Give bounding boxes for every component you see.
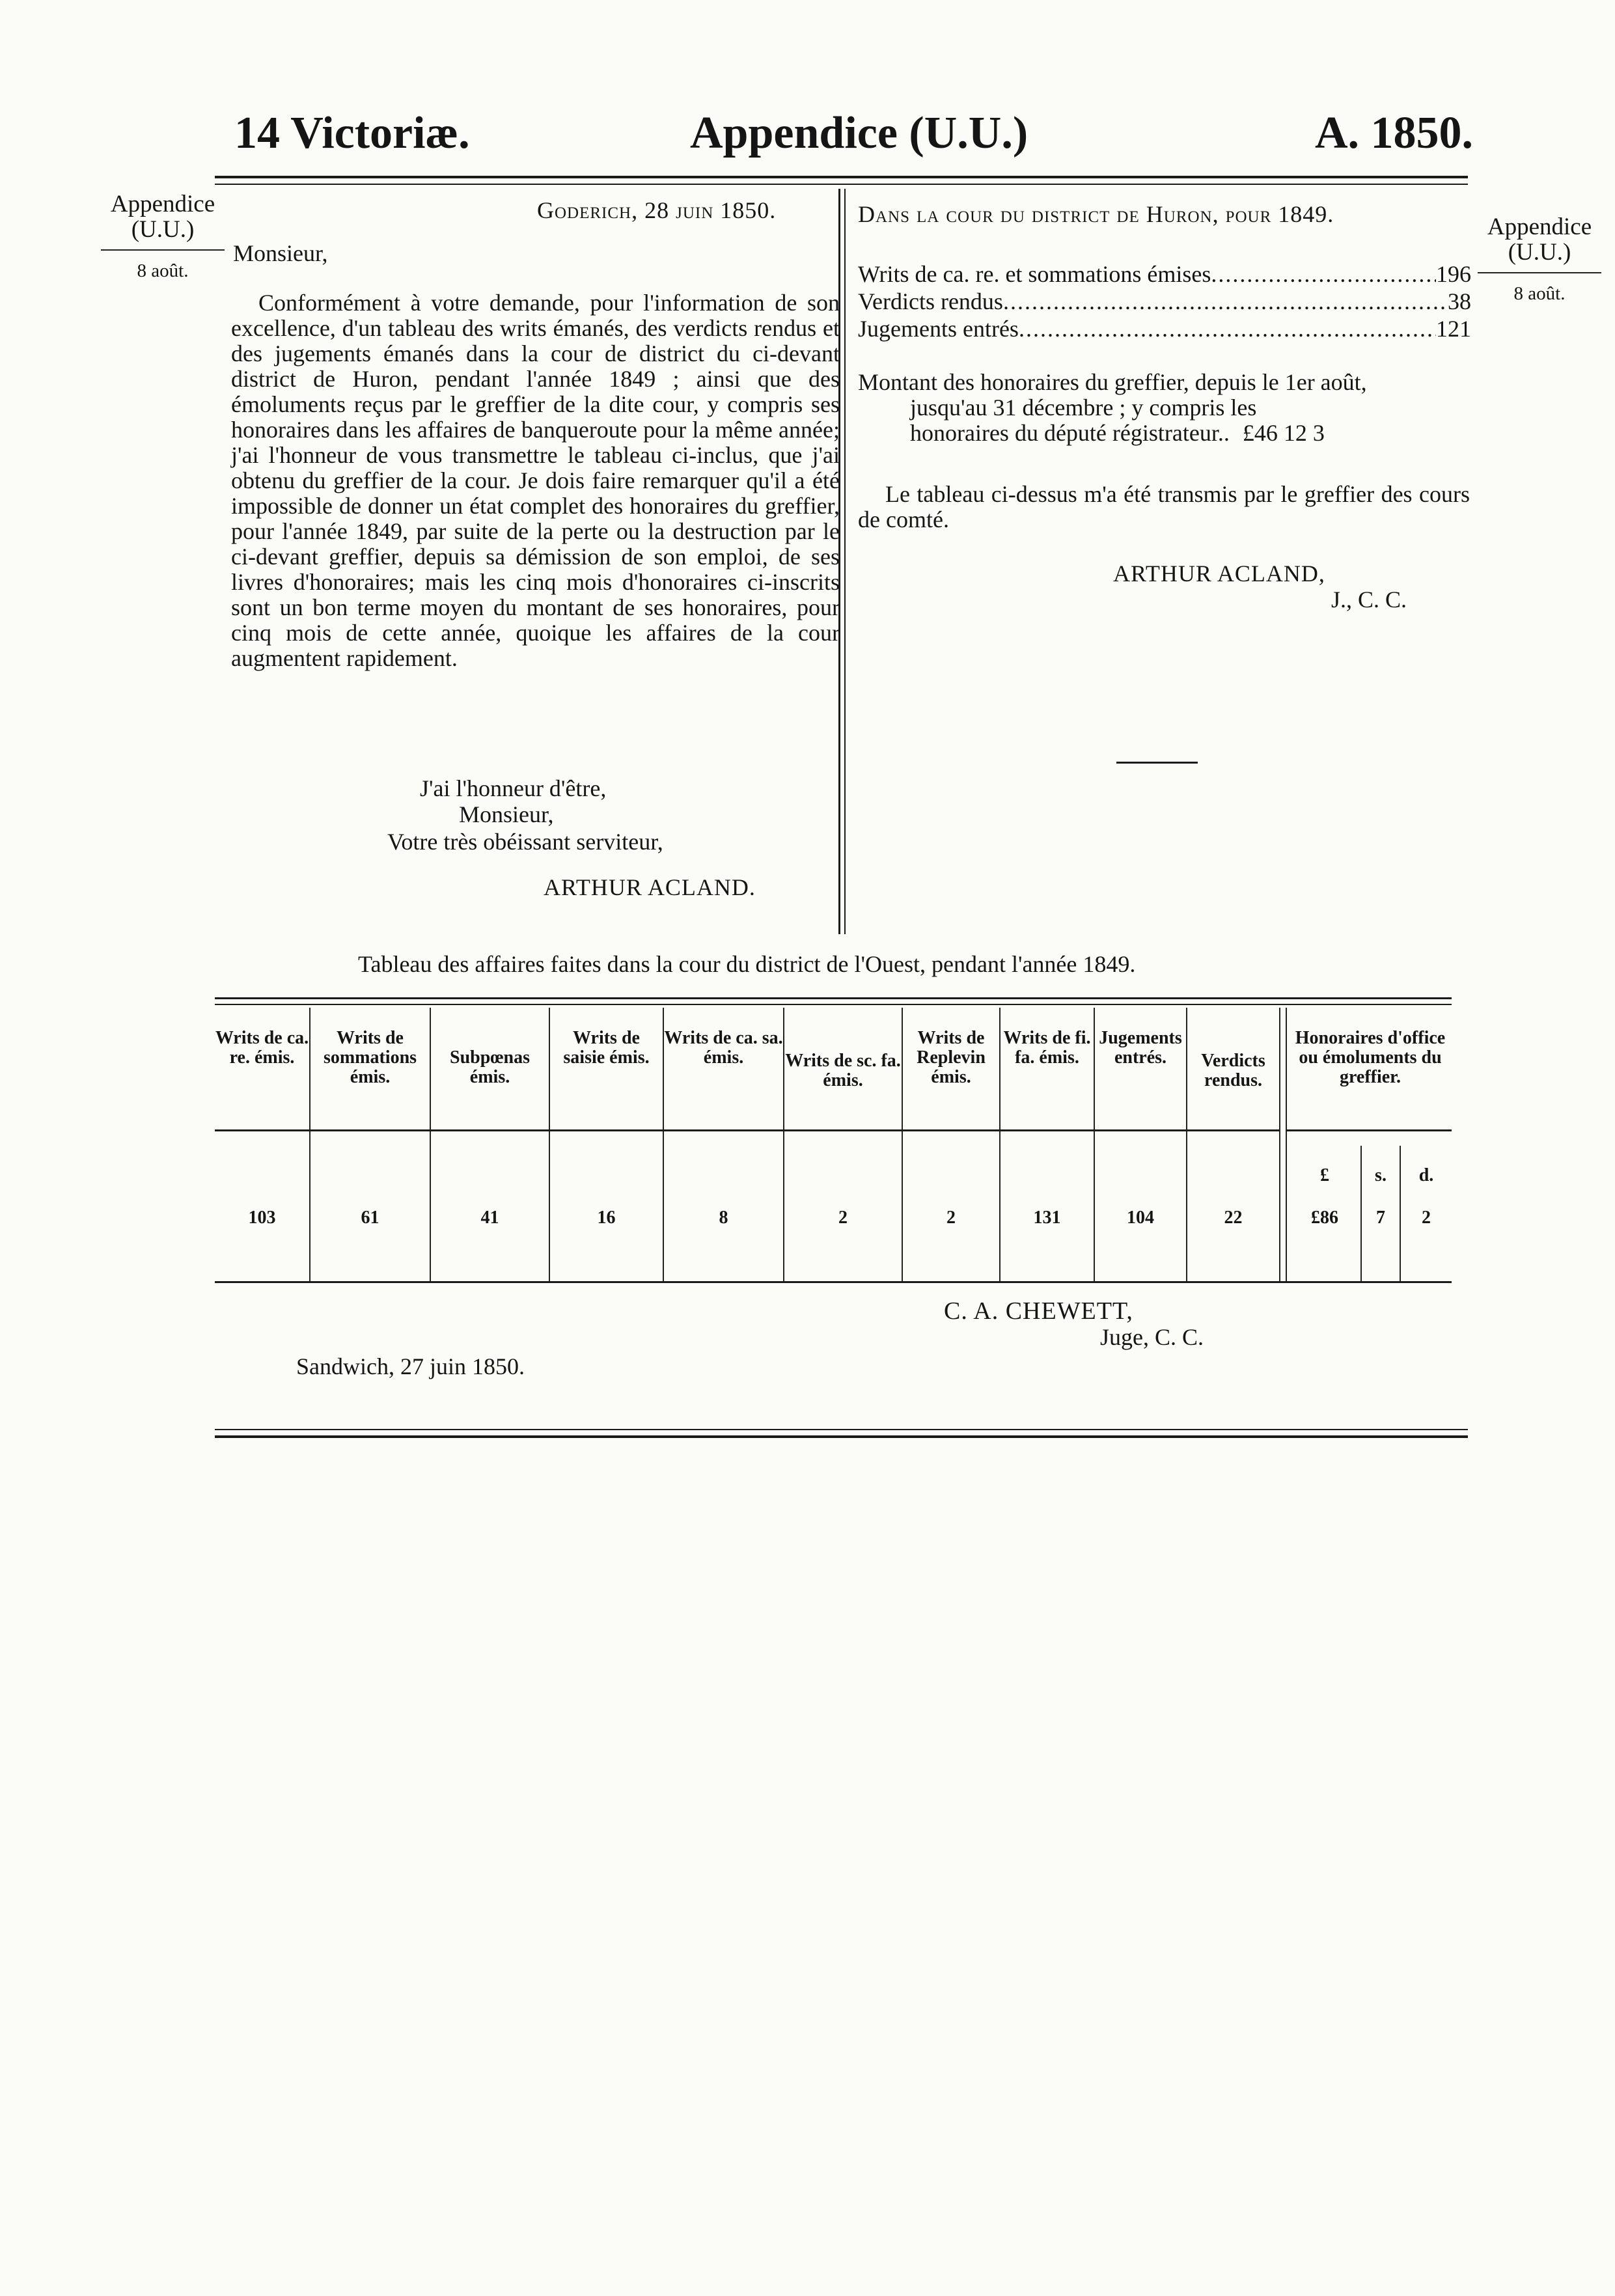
table-header: Honoraires d'office ou émoluments du greffier. xyxy=(1295,1028,1446,1087)
letter-closing-1: J'ai l'honneur d'être, xyxy=(420,775,607,801)
table-cell: 8 xyxy=(719,1208,728,1228)
short-rule xyxy=(1116,762,1198,764)
ouest-signature: C. A. CHEWETT, xyxy=(944,1297,1133,1325)
huron-rows xyxy=(858,260,1471,342)
margin-note-left xyxy=(91,192,234,281)
money-unit-pounds: £ xyxy=(1320,1165,1329,1185)
table-cell: 131 xyxy=(1033,1208,1061,1228)
header-right: A. 1850. xyxy=(1315,108,1474,158)
table-header: Writs de sommations émis. xyxy=(323,1028,417,1087)
margin-note-right xyxy=(1468,215,1611,303)
header-rule-thin xyxy=(215,184,1468,185)
col-line xyxy=(1279,1008,1280,1281)
money-unit-shillings: s. xyxy=(1375,1165,1387,1185)
table-header: Subpœnas émis. xyxy=(450,1047,530,1087)
ouest-title: Juge, C. C. xyxy=(1100,1324,1204,1350)
letter-body xyxy=(231,290,840,671)
col-line xyxy=(1286,1008,1287,1281)
table-cell: 22 xyxy=(1224,1208,1243,1228)
table-cell-shillings: 7 xyxy=(1376,1208,1385,1228)
money-unit-pence: d. xyxy=(1418,1165,1434,1185)
letter-body-text: Conformément à votre demande, pour l'information de son excellence, d'un tableau des writs émanés, des verdicts rendus et des jugements émanés dans la cour de district du ci-devant district de Huron, pendant l'année 1849 ; ainsi que des émoluments reçus par le greffier de la dite cour, y compris ses honoraires dans les affaires de banqueroute pour la même année; j'ai l'honneur de vous transmettre le tableau ci-inclus, que j'ai obtenu du greffier de la cour. Je dois faire remarquer qu'il a été impossible de donner un état complet des honoraires du greffier, pour l'année 1849, par suite de la perte ou la destruction par le ci-devant greffier, depuis sa démission de son emploi, de ses livres d'honoraires; mais les cinq mois d'honoraires ci-inscrits sont un bon terme moyen du montant de ses honoraires, pour cinq mois de cette année, quoique les affaires de la cour augmentent rapidement. xyxy=(231,290,840,671)
letter-salutation: Monsieur, xyxy=(233,240,328,266)
table-header: Verdicts rendus. xyxy=(1201,1051,1265,1090)
table-header: Jugements entrés. xyxy=(1099,1028,1182,1068)
huron-fees-line-1: Montant des honoraires du greffier, depuis le 1er août, xyxy=(858,369,1367,395)
letter-signature: ARTHUR ACLAND. xyxy=(544,874,756,900)
table-cell: 2 xyxy=(946,1208,956,1228)
margin-brace xyxy=(1478,272,1601,277)
table-header: Writs de ca. sa. émis. xyxy=(664,1028,783,1068)
margin-code: (U.U.) xyxy=(1508,238,1571,266)
letter-closing-2: Monsieur, xyxy=(459,801,554,827)
huron-title: J., C. C. xyxy=(1331,587,1407,613)
table-header-rule-money xyxy=(1286,1129,1452,1131)
bottom-rule xyxy=(215,1435,1468,1438)
table-header-rule xyxy=(215,1129,1279,1131)
huron-fees-line-3: honoraires du député régistrateur.. £46 12 3 xyxy=(910,420,1325,446)
col-line xyxy=(783,1008,784,1281)
header-left: 14 Victoriæ. xyxy=(234,108,470,158)
margin-label: Appendice xyxy=(1487,214,1592,240)
huron-signature: ARTHUR ACLAND, xyxy=(1113,560,1325,587)
margin-brace xyxy=(101,249,225,255)
table-bottom-rule xyxy=(215,1281,1452,1283)
table-cell-pounds: £86 xyxy=(1311,1208,1338,1228)
table-cell: 61 xyxy=(361,1208,380,1228)
table-cell: 103 xyxy=(248,1208,276,1228)
huron-heading: Dans la cour du district de Huron, pour 1849. xyxy=(858,201,1334,227)
huron-fees-line-2: jusqu'au 31 décembre ; y compris les xyxy=(910,394,1257,421)
huron-fees-value: £46 12 3 xyxy=(1242,420,1325,446)
header-center: Appendice (U.U.) xyxy=(690,108,1028,158)
table-cell: 104 xyxy=(1127,1208,1154,1228)
huron-row: Verdicts rendus ..... 38 xyxy=(858,288,1471,315)
table-top-rule-thin xyxy=(215,1004,1452,1005)
huron-fees xyxy=(858,370,1476,446)
letter-closing-3: Votre très obéissant serviteur, xyxy=(387,829,663,855)
table-header: Writs de ca. re. émis. xyxy=(215,1028,309,1068)
bottom-rule-thin xyxy=(215,1429,1468,1430)
table-top-rule xyxy=(215,997,1452,999)
table-header: Writs de saisie émis. xyxy=(563,1028,650,1068)
letter-place-date: Goderich, 28 juin 1850. xyxy=(537,197,777,223)
margin-code: (U.U.) xyxy=(131,215,195,243)
huron-row: Jugements entrés ..... 121 xyxy=(858,315,1471,342)
table-cell-pence: 2 xyxy=(1422,1208,1431,1228)
table-header: Writs de sc. fa. émis. xyxy=(785,1051,901,1090)
header-rule xyxy=(215,176,1468,178)
margin-label: Appendice xyxy=(110,191,215,217)
ouest-caption: Tableau des affaires faites dans la cour du district de l'Ouest, pendant l'année 1849. xyxy=(358,951,1136,977)
margin-date: 8 août. xyxy=(1513,283,1566,304)
table-cell: 41 xyxy=(480,1208,499,1228)
column-divider-2 xyxy=(844,189,846,934)
huron-row: Writs de ca. re. et sommations émises ..... 196 xyxy=(858,260,1471,288)
table-cell: 2 xyxy=(838,1208,848,1228)
table-cell: 16 xyxy=(597,1208,616,1228)
table-header: Writs de fi. fa. émis. xyxy=(1003,1028,1091,1068)
table-header: Writs de Replevin émis. xyxy=(917,1028,986,1087)
col-line xyxy=(1186,1008,1187,1281)
margin-date: 8 août. xyxy=(137,260,189,281)
huron-note: Le tableau ci-dessus m'a été transmis par le greffier des cours de comté. xyxy=(858,481,1470,533)
ouest-place-date: Sandwich, 27 juin 1850. xyxy=(296,1353,525,1379)
